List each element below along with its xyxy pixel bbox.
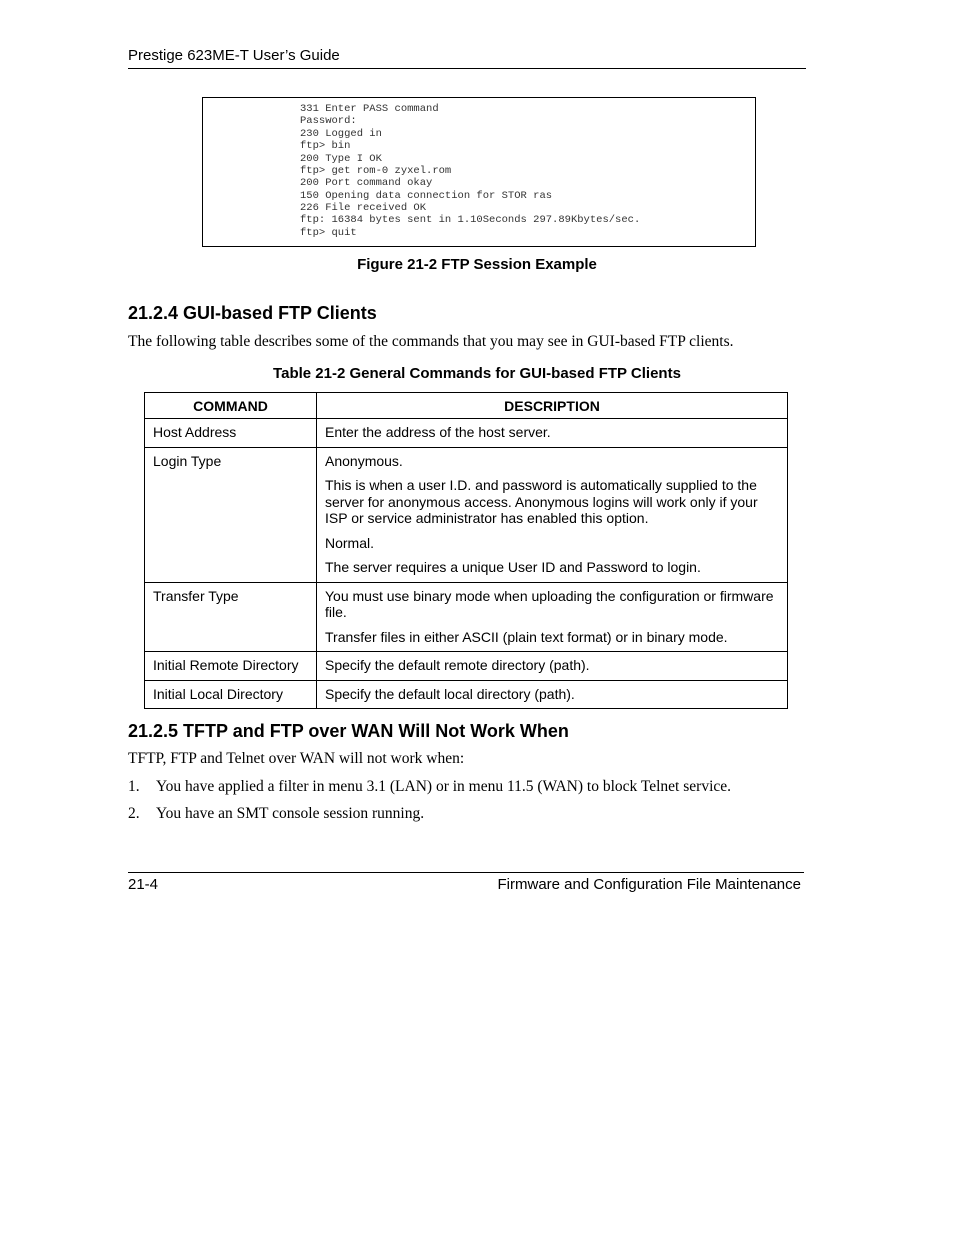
description-text: The server requires a unique User ID and Password to login. <box>325 559 701 575</box>
description-cell <box>317 582 788 652</box>
code-line: 230 Logged in <box>300 128 382 140</box>
description-text: Anonymous. <box>325 452 403 469</box>
code-line: ftp> bin <box>300 140 351 152</box>
section-heading-gui-ftp: 21.2.4 GUI-based FTP Clients <box>128 303 377 323</box>
column-header-command: COMMAND <box>145 393 317 419</box>
list-text: You have applied a filter in menu 3.1 (LAN) or in menu 11.5 (WAN) to block Telnet service. <box>156 778 732 795</box>
command-cell: Host Address <box>145 419 317 448</box>
table-row <box>145 447 788 582</box>
code-line: ftp: 16384 bytes sent in 1.10Seconds 297.89Kbytes/sec. <box>300 214 641 226</box>
description-text: Enter the address of the host server. <box>325 424 551 440</box>
chapter-title: Firmware and Configuration File Maintenance <box>497 876 801 893</box>
command-cell: Transfer Type <box>145 582 317 652</box>
column-header-description: DESCRIPTION <box>317 393 788 419</box>
description-cell <box>317 680 788 709</box>
table-row <box>145 419 788 448</box>
page-header <box>128 47 806 69</box>
table-row <box>145 680 788 709</box>
table-header-row <box>145 393 788 419</box>
description-text: You must use binary mode when uploading the configuration or firmware file. <box>325 587 774 620</box>
table-caption: Table 21-2 General Commands for GUI-based FTP Clients <box>273 365 681 382</box>
code-line: Password: <box>300 115 357 127</box>
description-text: Transfer files in either ASCII (plain text format) or in binary mode. <box>325 628 728 645</box>
code-line: 200 Port command okay <box>300 177 433 189</box>
code-line: 226 File received OK <box>300 202 427 214</box>
code-line: ftp> quit <box>300 227 357 239</box>
description-text: Specify the default local directory (path). <box>325 685 575 702</box>
table-row <box>145 582 788 652</box>
section-intro: TFTP, FTP and Telnet over WAN will not work when: <box>128 750 465 767</box>
description-text: Normal. <box>325 534 375 551</box>
table-row <box>145 652 788 681</box>
page-footer <box>128 872 804 895</box>
code-line: 331 Enter PASS command <box>300 103 439 115</box>
description-cell <box>317 419 788 448</box>
list-number: 2. <box>128 805 140 822</box>
section-heading-tftp-wan: 21.2.5 TFTP and FTP over WAN Will Not Work When <box>128 721 569 741</box>
description-text: Specify the default remote directory (path). <box>325 657 590 673</box>
ftp-session-code-box <box>202 97 756 247</box>
list-number: 1. <box>128 778 140 795</box>
command-cell: Login Type <box>145 447 317 582</box>
code-line: 150 Opening data connection for STOR ras <box>300 190 553 202</box>
section-intro: The following table describes some of the commands that you may see in GUI-based FTP clients. <box>128 333 734 350</box>
command-cell: Initial Remote Directory <box>145 652 317 681</box>
header-title: Prestige 623ME-T User’s Guide <box>128 47 340 64</box>
code-line: ftp> get rom-0 zyxel.rom <box>300 165 452 177</box>
ftp-commands-table <box>144 392 788 709</box>
description-cell <box>317 652 788 681</box>
description-text: This is when a user I.D. and password is automatically supplied to the server for anonymous access. Anonymous logins will work only if your ISP or service administrator has enabled this option. <box>325 477 758 526</box>
description-cell <box>317 447 788 582</box>
list-text: You have an SMT console session running. <box>156 805 425 822</box>
code-line: 200 Type I OK <box>300 153 382 165</box>
page-number: 21-4 <box>128 876 159 893</box>
figure-caption: Figure 21-2 FTP Session Example <box>357 256 597 273</box>
command-cell: Initial Local Directory <box>145 680 317 709</box>
